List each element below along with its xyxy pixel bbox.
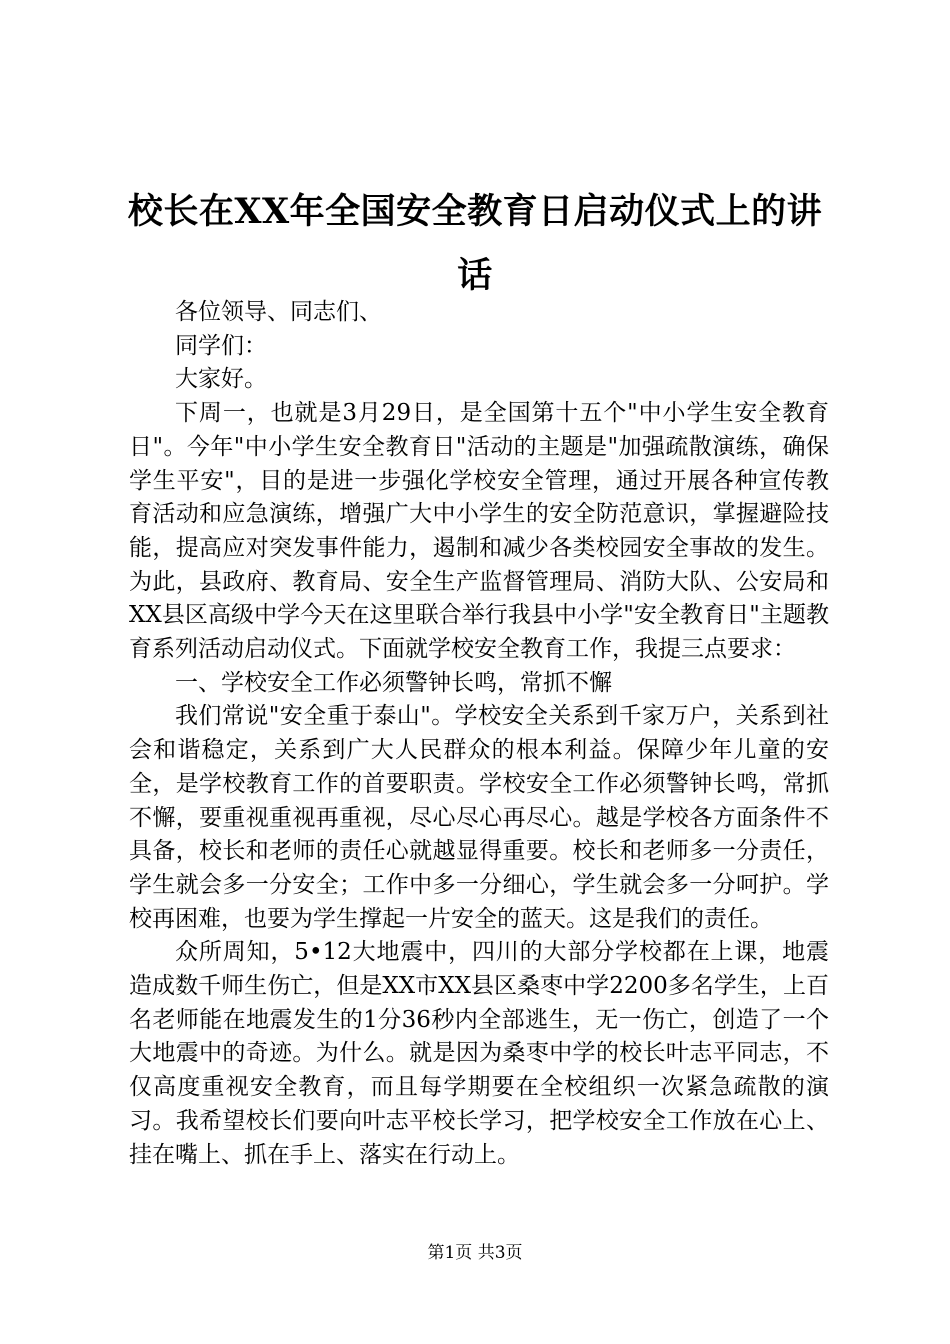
page-footer: 第1页 共3页	[427, 1243, 523, 1263]
intro-paragraph: 下周一，也就是3月29日，是全国第十五个"中小学生安全教育日"。今年"中小学生安全教育日"活动的主题是"加强疏散演练，确保学生平安"，目的是进一步强化学校安全管理，通过开展各种宣传教育活动和应急演练，增强广大中小学生的安全防范意识，掌握避险技能，提高应对突发事件能力，遏制和减少各类校园安全事故的发生。为此，县政府、教育局、安全生产监督管理局、消防大队、公安局和XX县区高级中学今天在这里联合举行我县中小学"安全教育日"主题教育系列活动启动仪式。下面就学校安全教育工作，我提三点要求：	[129, 400, 829, 663]
section-1-paragraph-1: 我们常说"安全重于泰山"。学校安全关系到千家万户，关系到社会和谐稳定，关系到广大人民群众的根本利益。保障少年儿童的安全，是学校教育工作的首要职责。学校安全工作必须警钟长鸣，常抓不懈，要重视重视再重视，尽心尽心再尽心。越是学校各方面条件不具备，校长和老师的责任心就越显得重要。校长和老师多一分责任，学生就会多一分安全；工作中多一分细心，学生就会多一分呵护。学校再困难，也要为学生撑起一片安全的蓝天。这是我们的责任。	[129, 703, 829, 932]
salutation-line-2: 同学们：	[175, 332, 267, 359]
document-title: 校长在XX年全国安全教育日启动仪式上的讲话	[127, 191, 823, 296]
greeting-line: 大家好。	[175, 366, 267, 393]
salutation-line-1: 各位领导、同志们、	[175, 299, 382, 325]
section-1-paragraph-2: 众所周知，5•12大地震中，四川的大部分学校都在上课，地震造成数千师生伤亡，但是XX市XX县区桑枣中学2200多名学生，上百名老师能在地震发生的1分36秒内全部逃生，无一伤亡，创造了一个大地震中的奇迹。为什么。就是因为桑枣中学的校长叶志平同志，不仅高度重视安全教育，而且每学期要在全校组织一次紧急疏散的演习。我希望校长们要向叶志平校长学习，把学校安全工作放在心上、挂在嘴上、抓在手上、落实在行动上。	[129, 939, 829, 1168]
document-body	[129, 296, 829, 1172]
section-heading-1: 一、学校安全工作必须警钟长鸣，常抓不懈	[175, 669, 612, 696]
